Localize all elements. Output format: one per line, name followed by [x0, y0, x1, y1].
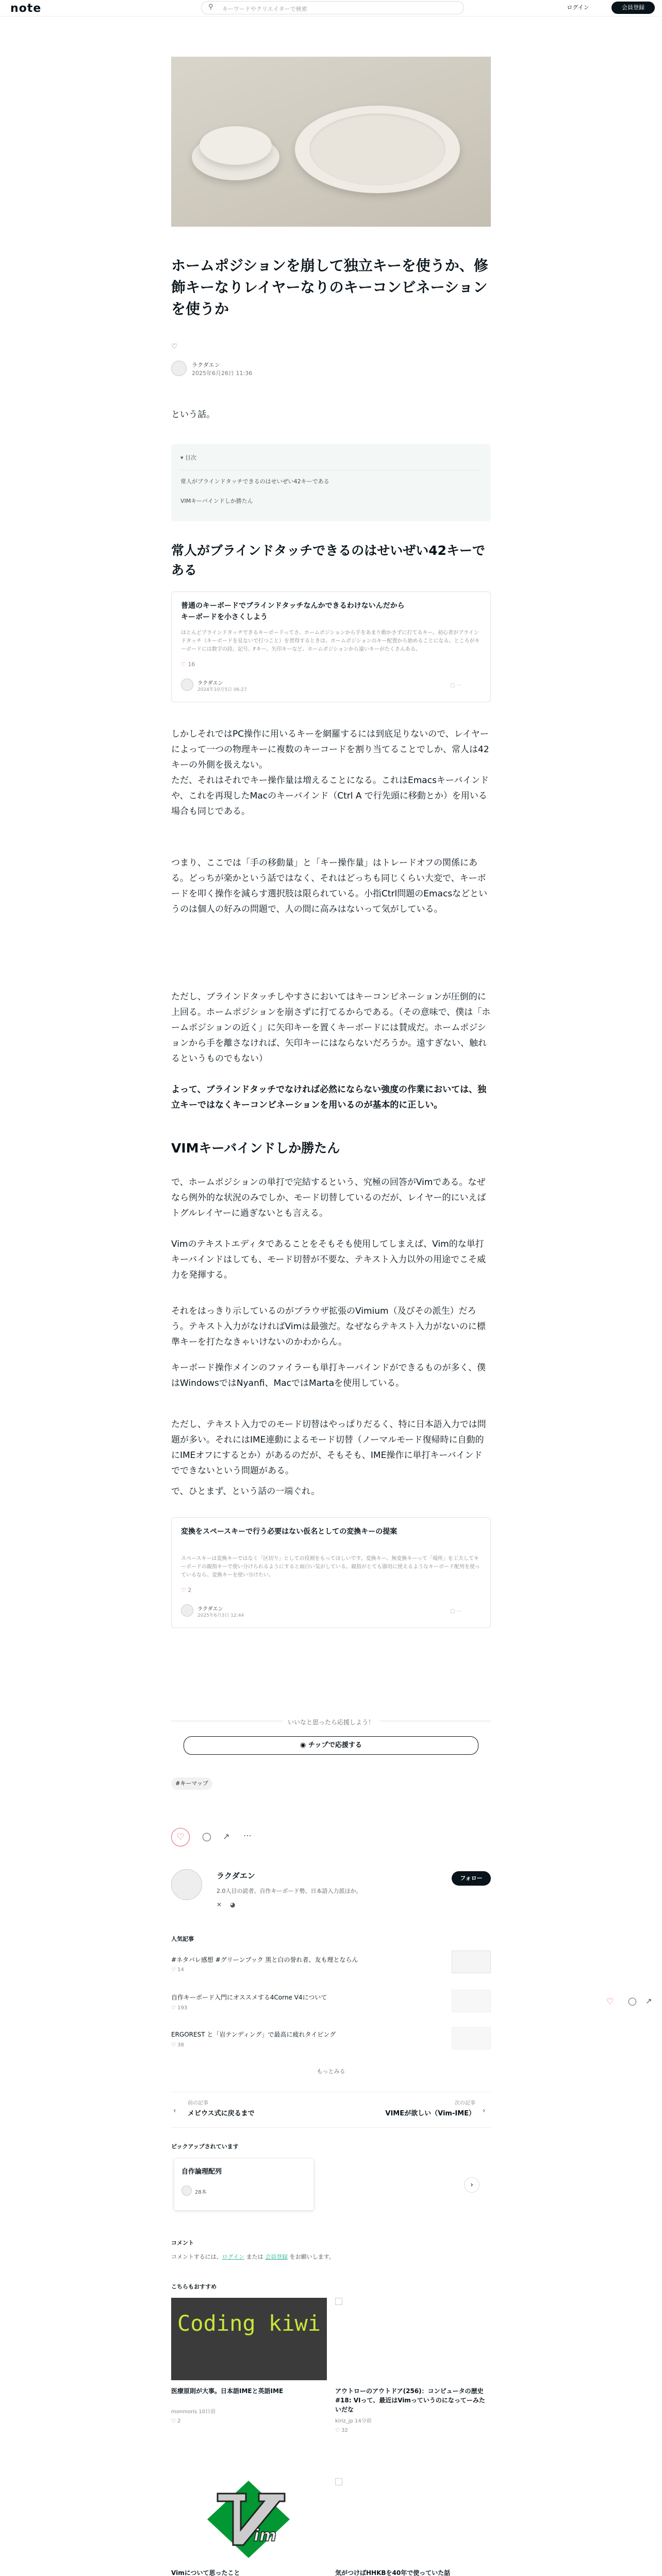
- section-heading: VIMキーバインドしか勝たん: [171, 1141, 340, 1156]
- popular-item-thumbnail[interactable]: [452, 1990, 491, 2012]
- paragraph: つまり、ここでは「手の移動量」と「キー操作量」はトレードオフの関係にある。どっちが楽かという話ではなく、それはどっちも同じくらい大変で、キーボードを叩く操作を減らす選択肢は限られている。小指Ctrl問題のEmacsなどというのは個人の好みの問題で、人の間に高みはないって気がしている。: [171, 858, 488, 914]
- table-of-contents: [171, 444, 491, 521]
- rss-icon[interactable]: ◕: [230, 1901, 236, 1908]
- author-box-avatar[interactable]: [171, 1869, 202, 1900]
- comment-prompt-text: または: [244, 2253, 266, 2260]
- next-arrow-icon[interactable]: ›: [483, 2107, 486, 2115]
- recommend-title[interactable]: アウトローのアウトドア(256)：コンピュータの歴史#18: VIって、最近はVimっていうのになってーみたいだな: [335, 2387, 485, 2413]
- more-link[interactable]: もっとみる: [317, 2068, 345, 2075]
- comment-icon[interactable]: ◯: [202, 1832, 211, 1841]
- note-logo[interactable]: note: [10, 2, 42, 15]
- embed-like-count: 16: [188, 661, 195, 668]
- share-icon[interactable]: ↗: [223, 1832, 230, 1841]
- like-icon[interactable]: ♡: [171, 343, 178, 351]
- embed-excerpt: スペースキーは変換キーではなく「区切り」としての役割をもってほしいです。変換キー、無変換キーって「場所」を工夫してキーボードの親指キーで使い分けられるようにすると面白い気がしている。親指がとても器用に使えるようなキーボード配列を使っているなら、変換キーを使い分けたい。: [181, 1556, 480, 1578]
- prev-title[interactable]: メビウス式に戻るまで: [188, 2110, 255, 2117]
- search-input[interactable]: キーワードやクリエイターで検索: [201, 1, 464, 14]
- popular-item-title[interactable]: ERGOREST と「岩テンディング」で最高に疲れタイピング: [171, 2031, 336, 2038]
- recommend-thumbnail[interactable]: [171, 2478, 327, 2561]
- section-heading: 常人がブラインドタッチできるのはせいぜい42キーである: [171, 543, 486, 578]
- support-question-wrap: [171, 1717, 491, 1726]
- toc-item[interactable]: 常人がブラインドタッチできるのはせいぜい42キーである: [180, 478, 329, 485]
- pickup-label: ピックアップされています: [171, 2143, 239, 2150]
- tip-button-label: チップで応援する: [308, 1741, 362, 1749]
- embed-menu-icon[interactable]: ▢ ⋯: [450, 683, 462, 688]
- next-label: 次の記事: [455, 2100, 475, 2106]
- embed-author-avatar: [181, 679, 193, 691]
- popular-item-thumbnail[interactable]: [452, 1951, 491, 1973]
- paragraph: で、ホームポジションの単打で完結するという、究極の回答がVimである。なぜなら例外的な状況のみでしか、モード切替しているのだが、レイヤー的にいえばトグルレイヤーに過ぎないとも言える。: [171, 1177, 486, 1218]
- prev-label: 前の記事: [188, 2100, 208, 2106]
- prev-arrow-icon[interactable]: ‹: [173, 2107, 176, 2115]
- comment-login-link[interactable]: ログイン: [222, 2253, 245, 2260]
- author-avatar[interactable]: [171, 361, 187, 376]
- broken-image-icon: [335, 2298, 342, 2305]
- paragraph: ただ、それはそれでキー操作量は増えることになる。これはEmacsキーバインドや、これを再現したMacのキーバインド（Ctrl A で行先頭に移動とか）を用いる場合も同じである。: [171, 775, 489, 817]
- embed-author-avatar: [181, 1604, 193, 1617]
- article-nav: [171, 2092, 491, 2128]
- author-name[interactable]: ラクダエン: [192, 362, 220, 368]
- article-title: ホームポジションを崩して独立キーを使うか、修飾キーなりレイヤーなりのキーコンビネーションを使うか: [171, 257, 488, 317]
- embed-title: 変換をスペースキーで行う必要はない仮名としての変換キーの提案: [181, 1528, 398, 1536]
- toc-item[interactable]: VIMキーバインドしか勝たん: [180, 498, 253, 504]
- recommend-author[interactable]: monmoris 10日前: [171, 2409, 216, 2415]
- hashtag[interactable]: #キーマップ: [171, 1777, 212, 1790]
- next-title[interactable]: VIMEが欲しい（Vim-IME）: [385, 2110, 475, 2117]
- recommend-like-count: 32: [341, 2428, 348, 2433]
- embedded-note-card[interactable]: [171, 591, 491, 702]
- recommend-title[interactable]: Vimについて思ったこと: [171, 2569, 240, 2576]
- comment-login-prompt: [171, 2252, 335, 2261]
- embed-author: ラクダエン: [197, 681, 223, 686]
- magazine-count: 28本: [195, 2190, 207, 2195]
- floating-share-icon[interactable]: ↗: [646, 1996, 652, 2006]
- toc-label: ▾ 目次: [180, 454, 197, 461]
- like-button[interactable]: ♡: [171, 1828, 190, 1846]
- popular-like-count: 38: [177, 2042, 184, 2048]
- tip-button[interactable]: [184, 1736, 478, 1755]
- more-icon[interactable]: ⋯: [243, 1831, 252, 1840]
- recommend-author[interactable]: kiriz_jp 14分前: [335, 2418, 372, 2424]
- magazine-card[interactable]: [174, 2159, 313, 2210]
- embed-like-count: 2: [188, 1587, 192, 1594]
- embed-excerpt: ほとんどブラインドタッチできるキーボードってさ、ホームポジションから手をあまり動かさずに打てるキー。初心者がブラインドタッチ（キーボードを見ないで打つこと）を習得するときは、ホームポジションのキー配置から始めることになる。ところがキーボードには数字の段、記号、Fキー、矢印キーなど、ホームポジションから遠いキーがたくさんある。: [181, 630, 480, 652]
- magazine-title: 自作論理配列: [181, 2168, 222, 2176]
- intro-text: という話。: [171, 410, 215, 420]
- popular-item-likes: ♡ 193: [171, 2005, 188, 2011]
- popular-item-likes: ♡ 14: [171, 1967, 184, 1973]
- login-button[interactable]: ログイン: [567, 4, 589, 11]
- embed-like-icon: ♡ 16: [181, 661, 195, 668]
- floating-comment-icon[interactable]: ◯: [628, 1996, 637, 2006]
- paragraph: Vimのテキストエディタであることをそもそも使用してしまえば、Vim的な単打キーバインドはしても、モード切替が不要な、テキスト入力以外の用途でこそ威力を発揮する。: [171, 1239, 486, 1280]
- site-header: [0, 0, 662, 16]
- embed-like-icon: ♡ 2: [181, 1587, 192, 1594]
- embed-date: 2025年6月3日 12:44: [197, 1613, 244, 1618]
- popular-like-count: 14: [177, 1967, 184, 1973]
- paragraph: で、ひとまず、という話の一端ぐれ。: [171, 1486, 320, 1497]
- paragraph: キーボード操作メインのファイラーも単打キーバインドができるものが多く、僕はWindowsではNyanfi、MacではMartaを使用している。: [171, 1363, 486, 1388]
- paragraph-emphasis: よって、ブラインドタッチでなければ必然にならない強度の作業においては、独立キーではなくキーコンビネーションを用いるのが基本的に正しい。: [171, 1084, 487, 1110]
- comment-label: コメント: [171, 2240, 194, 2246]
- embed-menu-icon[interactable]: ▢ ⋯: [450, 1608, 462, 1614]
- recommend-thumbnail[interactable]: [171, 2298, 327, 2380]
- embed-date: 2024年10月5日 06:27: [197, 687, 247, 692]
- recommend-title[interactable]: 医療原則が大事。日本語IMEと英語IME: [171, 2387, 284, 2395]
- paragraph: ただし、テキスト入力でのモード切替はやっぱりだるく、特に日本語入力では問題が多い。それにはIME連動によるモード切替（ノーマルモード復帰時に自動的にIMEオフにするとか）があるのだが、そもそも、IME操作に単打キーバインドでできないという問題がある。: [171, 1419, 486, 1476]
- large-plate-inner-image: [309, 113, 445, 185]
- recommend-title[interactable]: 気がつけばHHKBを40年で使っていた話: [335, 2569, 451, 2576]
- recommend-likes[interactable]: ♡ 2: [171, 2418, 181, 2424]
- author-box-bio: 2.0人目の読者、自作キーボード勢、日本語入力派ほか。: [217, 1888, 362, 1894]
- carousel-next-icon[interactable]: ›: [464, 2177, 479, 2193]
- comment-prompt-text: をお願いします。: [288, 2253, 335, 2260]
- recommend-label: こちらもおすすめ: [171, 2283, 217, 2290]
- vim-logo-icon: [202, 2478, 295, 2561]
- x-icon[interactable]: ✕: [217, 1901, 222, 1908]
- broken-image-icon: [335, 2478, 342, 2485]
- embed-title: 普通のキーボードでブラインドタッチなんかできるわけないんだからキーボードを小さくしよう: [181, 602, 405, 621]
- paragraph: ただし、ブラインドタッチしやすさにおいてはキーコンビネーションが圧倒的に上回る。ホームポジションを崩さずに打てるからである。（その意味で、僕は「ホームポジションの近く」に矢印キーを置くキーボードには賛成だ。ホームポジションから手を離さなければ、矢印キーにはならないだろうか。遠すぎない、触れるというものでもない）: [171, 992, 491, 1064]
- search-icon: ⚲: [208, 3, 213, 11]
- comment-signup-link[interactable]: 会員登録: [265, 2253, 288, 2260]
- author-box-name[interactable]: ラクダエン: [217, 1871, 255, 1880]
- popular-item-thumbnail[interactable]: [452, 2027, 491, 2049]
- paragraph: しかしそれではPC操作に用いるキーを網羅するには到底足りないので、レイヤーによって一つの物理キーに複数のキーコードを割り当てることでしか、常人は42キーの外側を扱えない。: [171, 729, 489, 770]
- support-question: いいなと思ったら応援しよう！: [283, 1719, 379, 1726]
- embed-author: ラクダエン: [197, 1606, 223, 1612]
- small-plate-image: [200, 126, 272, 165]
- magazine-avatar: [181, 2185, 192, 2196]
- svg-text:im: im: [254, 2526, 277, 2545]
- comment-prompt-text: コメントするには、: [171, 2253, 222, 2260]
- publish-date: 2025年6月26日 11:36: [192, 370, 253, 377]
- tip-icon: ◉: [300, 1741, 306, 1749]
- signup-button[interactable]: 会員登録: [611, 2, 655, 14]
- follow-button[interactable]: フォロー: [452, 1871, 491, 1886]
- recommend-likes[interactable]: ♡ 32: [335, 2428, 348, 2433]
- coding-kiwi-text: Coding kiwi: [177, 2311, 321, 2336]
- popular-item-title[interactable]: 自作キーボード入門にオススメする4Corne V4について: [171, 1994, 327, 2001]
- popular-item-title[interactable]: #ネタバレ感想 #グリーンブック 黒と白の誉れ者、友も理とならん: [171, 1956, 358, 1963]
- popular-like-count: 193: [177, 2005, 188, 2011]
- recommend-like-count: 2: [177, 2418, 181, 2424]
- recommend-thumbnail[interactable]: [335, 2298, 491, 2380]
- hero-image: [171, 57, 491, 227]
- embedded-note-card[interactable]: [171, 1517, 491, 1628]
- recommend-thumbnail[interactable]: [335, 2478, 491, 2561]
- popular-item-likes: ♡ 38: [171, 2042, 184, 2048]
- toc-toggle-icon[interactable]: ▾: [180, 454, 184, 461]
- paragraph: それをはっきり示しているのがブラウザ拡張のVimium（及びその派生）だろう。テキスト入力がなければVimは最強だ。なぜならテキスト入力がないのに標準キーを打たなきゃいけないのかわからん。: [171, 1306, 486, 1347]
- floating-like-icon[interactable]: ♡: [606, 1996, 614, 2006]
- popular-label: 人気記事: [171, 1936, 194, 1942]
